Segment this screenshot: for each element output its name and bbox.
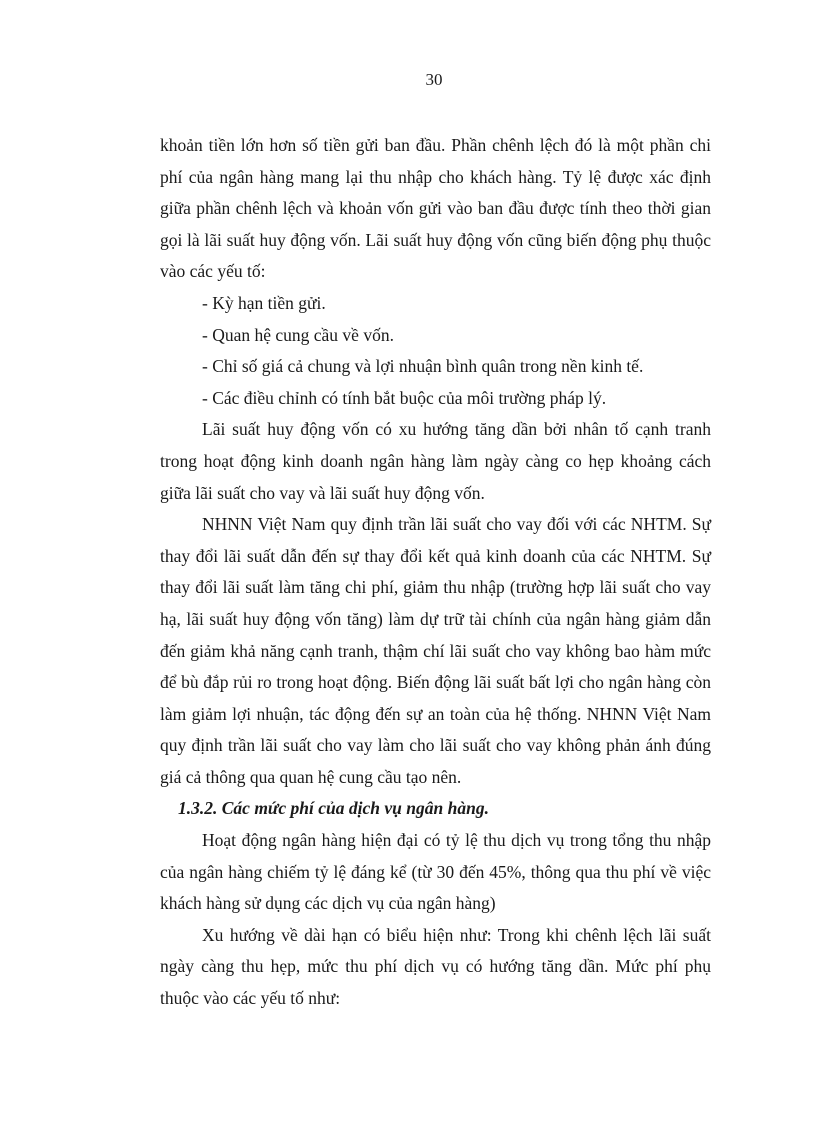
text-line: làm giảm lợi nhuận, tác động đến sự an toàn của hệ thống. NHNN Việt Nam [160, 703, 711, 724]
text-line: để bù đắp rủi ro trong hoạt động. Biến động lãi suất bất lợi cho ngân hàng còn [160, 672, 711, 693]
text-line: đến giảm khả năng cạnh tranh, thậm chí lãi suất cho vay không bao hàm mức [160, 640, 711, 661]
text-line: - Chỉ số giá cả chung và lợi nhuận bình quân trong nền kinh tế. [202, 356, 644, 377]
text-line: phí của ngân hàng mang lại thu nhập cho khách hàng. Tỷ lệ được xác định [160, 166, 711, 187]
text-line: ngày càng thu hẹp, mức thu phí dịch vụ có hướng tăng dần. Mức phí phụ [160, 956, 711, 977]
text-line: khoản tiền lớn hơn số tiền gửi ban đầu. Phần chênh lệch đó là một phần chi [160, 135, 711, 155]
section-heading: 1.3.2. Các mức phí của dịch vụ ngân hàng. [178, 798, 489, 819]
text-line: - Quan hệ cung cầu về vốn. [202, 324, 394, 345]
text-line: quy định trần lãi suất cho vay làm cho lãi suất cho vay không phản ánh đúng [160, 735, 711, 756]
text-line: gọi là lãi suất huy động vốn. Lãi suất huy động vốn cũng biến động phụ thuộc [160, 229, 711, 250]
text-line: khách hàng sử dụng các dịch vụ của ngân hàng) [160, 893, 496, 914]
text-line: - Các điều chỉnh có tính bắt buộc của môi trường pháp lý. [202, 387, 607, 408]
text-line: - Kỳ hạn tiền gửi. [202, 292, 326, 313]
text-line: NHNN Việt Nam quy định trần lãi suất cho vay đối với các NHTM. Sự [202, 514, 711, 535]
text-line: Lãi suất huy động vốn có xu hướng tăng dần bởi nhân tố cạnh tranh [202, 419, 711, 440]
text-line: giữa lãi suất cho vay và lãi suất huy động vốn. [160, 482, 485, 503]
text-line: Xu hướng về dài hạn có biểu hiện như: Trong khi chênh lệch lãi suất [202, 924, 711, 945]
text-line: hạ, lãi suất huy động vốn tăng) làm dự trữ tài chính của ngân hàng giảm dẫn [160, 608, 711, 629]
text-line: thay đổi lãi suất làm tăng chi phí, giảm thu nhập (trường hợp lãi suất cho vay [160, 577, 711, 598]
document-body [160, 130, 711, 1015]
text-line: giữa phần chênh lệch và khoản vốn gửi vào ban đầu được tính theo thời gian [160, 198, 711, 219]
text-line: thuộc vào các yếu tố như: [160, 988, 341, 1009]
text-line: thay đổi lãi suất dẫn đến sự thay đổi kết quả kinh doanh của các NHTM. Sự [160, 545, 711, 566]
text-line: của ngân hàng chiếm tỷ lệ đáng kể (từ 30 đến 45%, thông qua thu phí về việc [160, 861, 711, 882]
text-line: trong hoạt động kinh doanh ngân hàng làm ngày càng co hẹp khoảng cách [160, 450, 711, 471]
text-line: vào các yếu tố: [160, 261, 266, 282]
text-line: Hoạt động ngân hàng hiện đại có tỷ lệ thu dịch vụ trong tổng thu nhập [202, 830, 711, 851]
text-line: giá cả thông qua quan hệ cung cầu tạo nên. [160, 766, 462, 787]
page-number: 30 [425, 70, 443, 89]
